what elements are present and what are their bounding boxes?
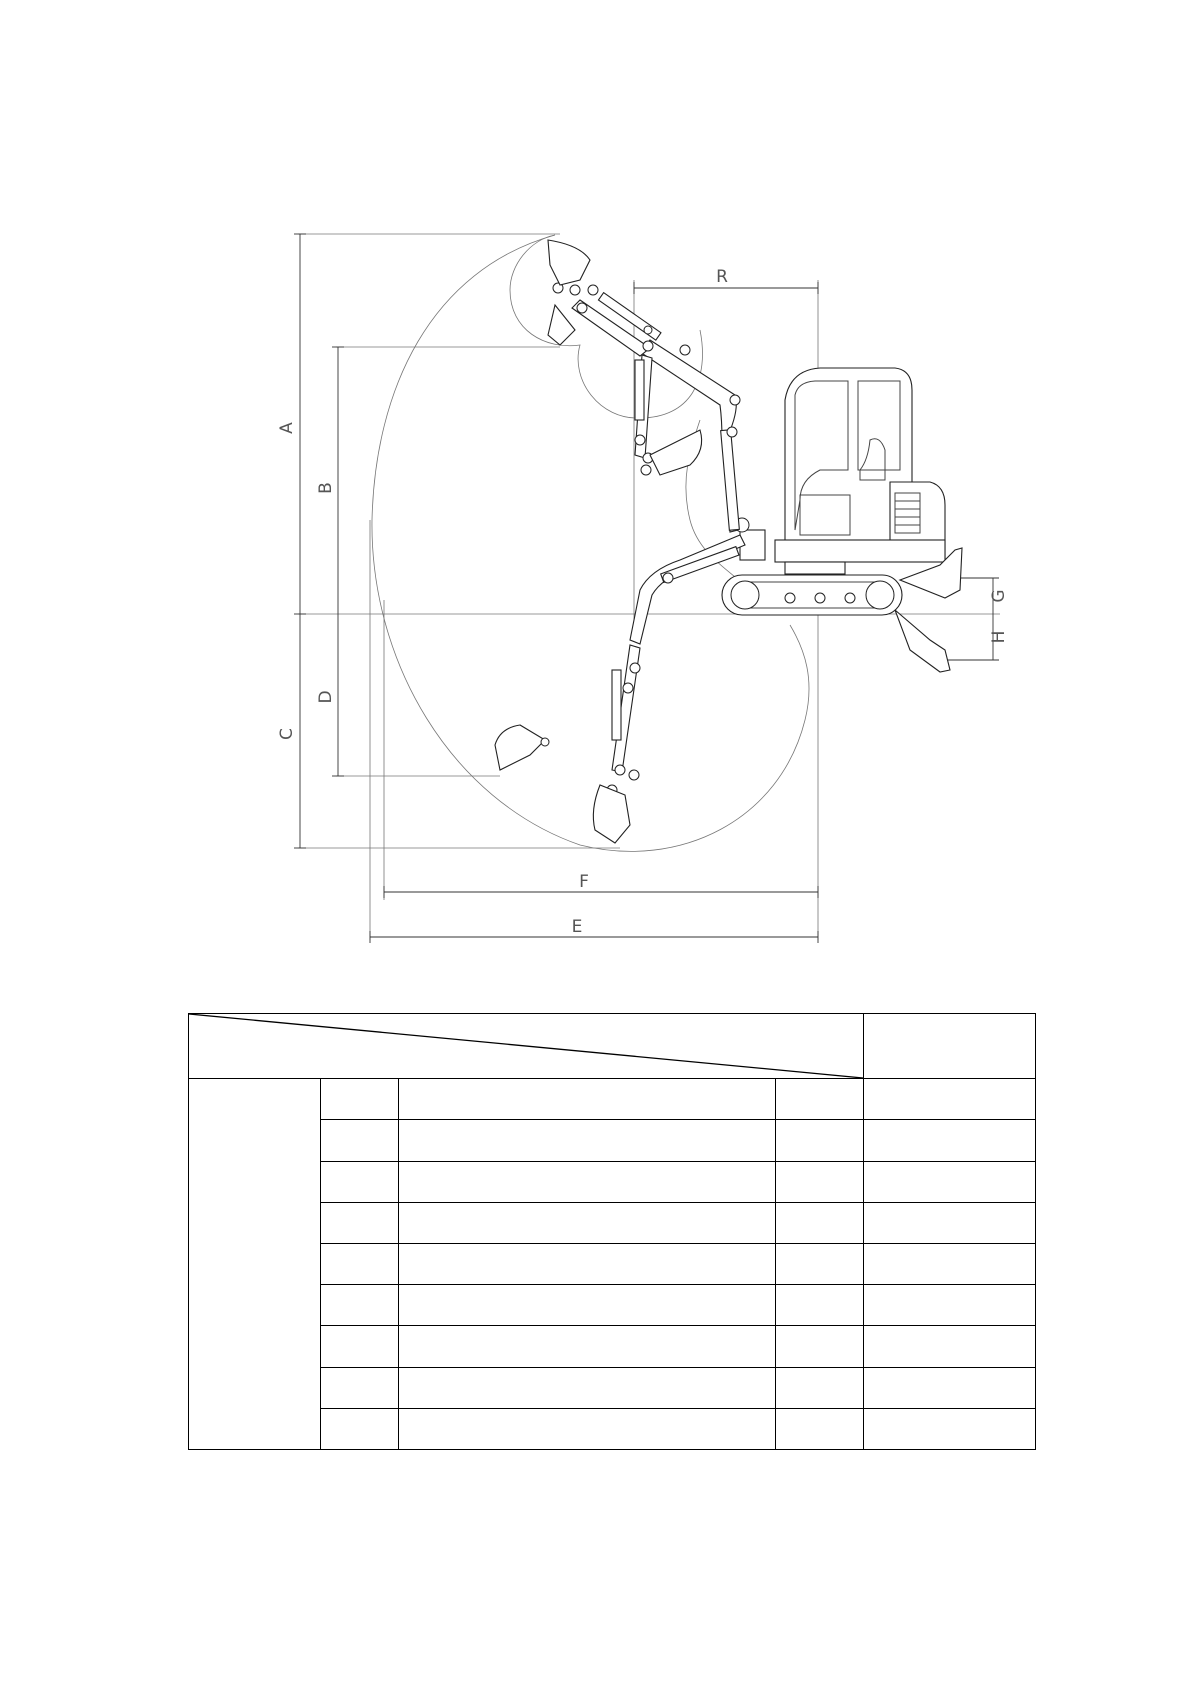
pivot-pin — [541, 738, 549, 746]
pivot-pin — [663, 573, 673, 583]
pivot-pin — [730, 395, 740, 405]
table-header-diagonal-cell — [189, 1014, 864, 1079]
arm-cylinder-lower — [612, 670, 621, 740]
dim-e-label: E — [571, 917, 583, 937]
dim-g-label: G — [989, 589, 1009, 603]
track-roller — [845, 593, 855, 603]
row-unit — [776, 1202, 864, 1243]
row-code — [320, 1079, 398, 1120]
row-item — [398, 1367, 776, 1408]
swivel-base — [785, 562, 845, 574]
dim-r-label: R — [716, 267, 728, 287]
dim-h-label: H — [989, 630, 1009, 644]
row-code — [320, 1367, 398, 1408]
row-unit — [776, 1079, 864, 1120]
specification-table — [188, 1013, 1036, 1450]
row-unit — [776, 1285, 864, 1326]
row-code — [320, 1161, 398, 1202]
row-value — [864, 1326, 1036, 1367]
bucket-top — [548, 240, 590, 285]
row-item — [398, 1408, 776, 1449]
row-item — [398, 1285, 776, 1326]
row-item — [398, 1202, 776, 1243]
table-header-row — [189, 1014, 1036, 1079]
dozer-blade-lowered — [895, 610, 950, 672]
bucket-bottom — [593, 785, 630, 843]
pivot-pin — [629, 770, 639, 780]
pivot-pin — [727, 427, 737, 437]
row-value — [864, 1408, 1036, 1449]
pivot-pin — [643, 341, 653, 351]
row-value — [864, 1202, 1036, 1243]
upper-frame — [775, 540, 945, 562]
row-value — [864, 1120, 1036, 1161]
pivot-pin — [588, 285, 598, 295]
table-group-label — [189, 1079, 321, 1450]
row-unit — [776, 1161, 864, 1202]
pivot-pin — [615, 765, 625, 775]
row-code — [320, 1408, 398, 1449]
table-header-right — [864, 1014, 1036, 1079]
diagonal-divider — [189, 1014, 863, 1078]
table-row — [189, 1079, 1036, 1120]
boom-arm-raised — [548, 240, 740, 532]
row-code — [320, 1285, 398, 1326]
row-item — [398, 1326, 776, 1367]
dim-a-label: A — [277, 422, 297, 434]
boom-cylinder — [721, 430, 740, 530]
row-item — [398, 1120, 776, 1161]
pivot-pin — [570, 285, 580, 295]
track-roller — [785, 593, 795, 603]
row-item — [398, 1161, 776, 1202]
row-value — [864, 1285, 1036, 1326]
row-unit — [776, 1408, 864, 1449]
dim-b-label: B — [316, 482, 336, 494]
pivot-pin — [630, 663, 640, 673]
row-unit — [776, 1244, 864, 1285]
sprocket-wheel — [866, 581, 894, 609]
pivot-pin — [644, 326, 652, 334]
row-unit — [776, 1326, 864, 1367]
dim-c-label: C — [277, 728, 297, 740]
pivot-pin — [623, 683, 633, 693]
dim-f-label: F — [579, 872, 589, 892]
pivot-pin — [577, 303, 587, 313]
row-code — [320, 1120, 398, 1161]
row-item — [398, 1079, 776, 1120]
pivot-pin — [635, 435, 645, 445]
boom-arm-lowered — [495, 535, 745, 843]
track-roller — [815, 593, 825, 603]
row-value — [864, 1079, 1036, 1120]
arm-cylinder-middle — [635, 360, 644, 420]
dim-d-label: D — [316, 690, 336, 704]
row-value — [864, 1161, 1036, 1202]
bucket-upper — [548, 305, 575, 345]
row-code — [320, 1244, 398, 1285]
row-item — [398, 1244, 776, 1285]
row-unit — [776, 1120, 864, 1161]
pivot-pin — [680, 345, 690, 355]
idler-wheel — [731, 581, 759, 609]
row-code — [320, 1202, 398, 1243]
excavator-machine — [722, 368, 962, 672]
row-value — [864, 1244, 1036, 1285]
pivot-pin — [641, 465, 651, 475]
row-code — [320, 1326, 398, 1367]
bucket-left — [495, 725, 545, 770]
bucket-middle — [650, 430, 702, 475]
row-value — [864, 1367, 1036, 1408]
row-unit — [776, 1367, 864, 1408]
